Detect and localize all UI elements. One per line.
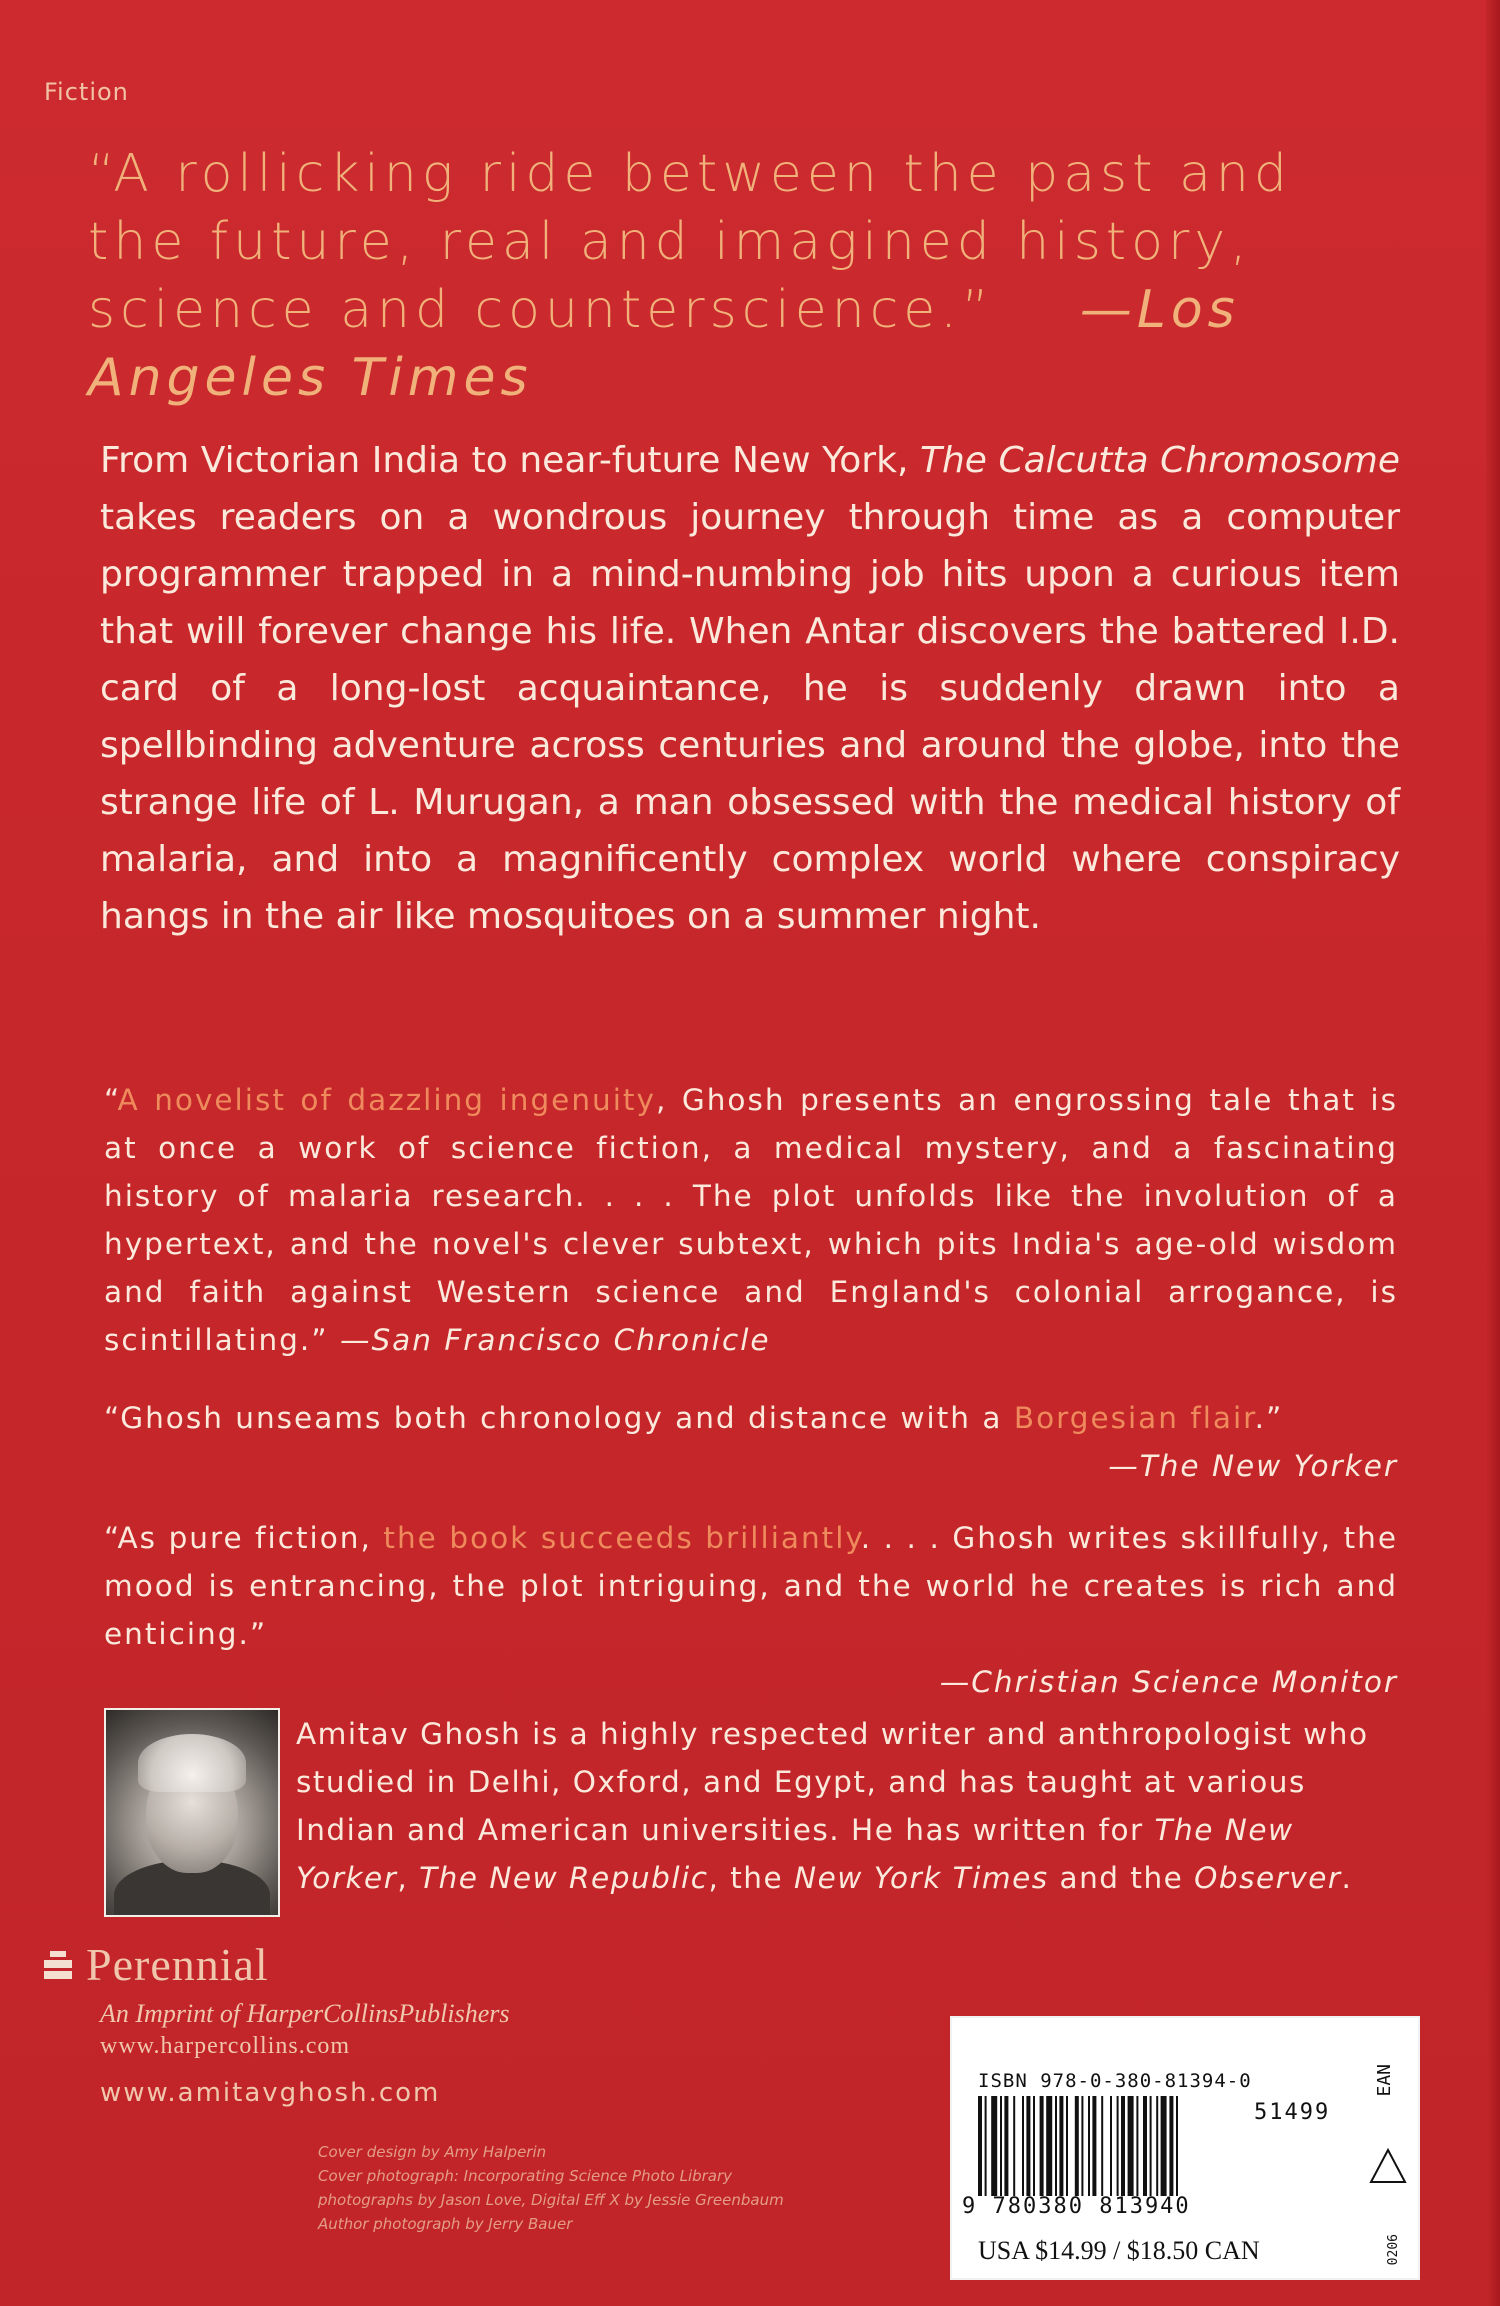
review-source: —The New Yorker: [1108, 1449, 1398, 1483]
publisher-name: Perennial: [86, 1939, 269, 1990]
barcode-bar: [1176, 2096, 1178, 2196]
barcode-bar: [1000, 2096, 1002, 2196]
barcode-bar: [1055, 2096, 1057, 2196]
cover-credits: [318, 2140, 878, 2236]
barcode-bar: [1040, 2096, 1044, 2196]
isbn-label: ISBN 978-0-380-81394-0: [978, 2070, 1252, 2092]
barcode-bar: [1059, 2096, 1063, 2196]
review-quote: [104, 1514, 1398, 1706]
review-highlight: the book succeeds brilliantly: [383, 1521, 861, 1555]
lead-quote: [88, 140, 1408, 412]
side-code: 0206: [1386, 2234, 1401, 2266]
publisher-block: [44, 1938, 510, 2108]
bio-publication: The New Yorker: [296, 1813, 1294, 1895]
review-text: , Ghosh presents an engrossing tale that is at once a work of science fiction, a medical mystery, and a fascinating history of malaria research. . . . The plot unfolds like the involution of a hypertext, and the novel's clever subtext, which pits India's age-old wisdom and faith against Western science and England's colonial arrogance, is scintillating.”: [104, 1083, 1399, 1357]
barcode-bar: [1075, 2096, 1079, 2196]
bio-text: Amitav Ghosh is a highly respected writer and anthropologist who studied in Delhi, Oxford, and Egypt, and has taught at various Indian and American universities. He has written for: [296, 1717, 1369, 1847]
barcode-bar: [1066, 2096, 1068, 2196]
publisher-imprint: An Imprint of HarperCollinsPublishers: [100, 1999, 510, 2028]
review-text: . . . . Ghosh writes skillfully, the mood is entrancing, the plot intriguing, and the world he creates is rich and enticing.”: [104, 1521, 1398, 1651]
bio-publication: The New Republic: [419, 1861, 709, 1895]
publisher-logo-icon: [44, 1951, 72, 1979]
price-label: USA $14.99 / $18.50 CAN: [978, 2236, 1260, 2265]
barcode-bar: [1088, 2096, 1090, 2196]
credit-line: Cover design by Amy Halperin: [318, 2143, 547, 2161]
ean-label: EAN: [1374, 2064, 1395, 2097]
book-title: The Calcutta Chromosome: [919, 440, 1401, 481]
review-source: —Christian Science Monitor: [939, 1665, 1398, 1699]
barcode-bar: [1161, 2096, 1167, 2196]
bio-publication: New York Times: [794, 1861, 1049, 1895]
review-text: .”: [1254, 1401, 1284, 1435]
lead-quote-text: “A rollicking ride between the past and the future, real and imagined history, science and counterscience.”: [88, 144, 1292, 340]
category-label: Fiction: [44, 78, 129, 106]
barcode-bars: [978, 2096, 1278, 2196]
barcode-bar: [1033, 2096, 1035, 2196]
barcode-bar: [1081, 2096, 1083, 2196]
barcode-bar: [1156, 2096, 1158, 2196]
author-photo-hair: [138, 1734, 246, 1792]
credit-line: Author photograph by Jerry Bauer: [318, 2215, 573, 2233]
review-open: “: [104, 1083, 118, 1117]
author-photo: [104, 1708, 280, 1917]
price-code: 51499: [1254, 2100, 1331, 2125]
author-bio: [296, 1710, 1396, 1902]
book-description: [100, 432, 1400, 945]
bio-sep: and the: [1048, 1861, 1195, 1895]
barcode-bar: [978, 2096, 982, 2196]
barcode-bar: [1169, 2096, 1173, 2196]
review-highlight: Borgesian flair: [1013, 1401, 1255, 1435]
barcode-bar: [1022, 2096, 1024, 2196]
review-quote: [104, 1076, 1398, 1364]
barcode-bar: [1143, 2096, 1147, 2196]
bio-sep: , the: [708, 1861, 795, 1895]
barcode-bar: [1121, 2096, 1125, 2196]
ean-triangle-icon: [1368, 2146, 1408, 2186]
barcode-bar: [1136, 2096, 1138, 2196]
barcode-bar: [1117, 2096, 1119, 2196]
bio-sep: ,: [397, 1861, 420, 1895]
barcode-bar: [1004, 2096, 1008, 2196]
review-open: “As pure fiction,: [104, 1521, 384, 1555]
review-quote: [104, 1394, 1398, 1490]
barcode-bar: [1013, 2096, 1015, 2196]
bio-sep: .: [1341, 1861, 1353, 1895]
publisher-url[interactable]: www.harpercollins.com: [100, 2033, 351, 2059]
review-source: —San Francisco Chronicle: [339, 1323, 771, 1357]
lead-quote-source: —Los Angeles Times: [88, 280, 1240, 408]
credit-line: Cover photograph: Incorporating Science Photo Library: [318, 2167, 733, 2185]
barcode-bar: [1150, 2096, 1152, 2196]
barcode-box: [950, 2016, 1420, 2280]
barcode-bar: [1046, 2096, 1052, 2196]
credit-line: photographs by Jason Love, Digital Eff X by Jessie Greenbaum: [318, 2191, 784, 2209]
barcode-digits: 9 780380 813940: [962, 2194, 1191, 2219]
barcode-bar: [1110, 2096, 1112, 2196]
blurb-intro: From Victorian India to near-future New York,: [100, 440, 920, 481]
barcode-bar: [1101, 2096, 1103, 2196]
barcode-bar: [985, 2096, 987, 2196]
barcode-bar: [1128, 2096, 1134, 2196]
blurb-body: takes readers on a wondrous journey through time as a computer programmer trapped in a mind-numbing job hits upon a curious item that will forever change his life. When Antar discovers the battered I.D. card of a long-lost acquaintance, he is suddenly drawn into a spellbinding adventure across centuries and around the globe, into the strange life of L. Murugan, a man obsessed with the medical history of malaria, and into a magnificently complex world where conspiracy hangs in the air like mosquitoes on a summer night.: [100, 497, 1400, 937]
review-highlight: A novelist of dazzling ingenuity: [117, 1083, 656, 1117]
barcode-bar: [1092, 2096, 1096, 2196]
bio-publication: Observer: [1194, 1861, 1342, 1895]
cover-edge-shadow: [1486, 0, 1500, 2306]
barcode-bar: [1026, 2096, 1030, 2196]
barcode-bar: [991, 2096, 997, 2196]
author-url[interactable]: www.amitavghosh.com: [100, 2078, 441, 2108]
review-open: “Ghosh unseams both chronology and distance with a: [104, 1401, 1014, 1435]
